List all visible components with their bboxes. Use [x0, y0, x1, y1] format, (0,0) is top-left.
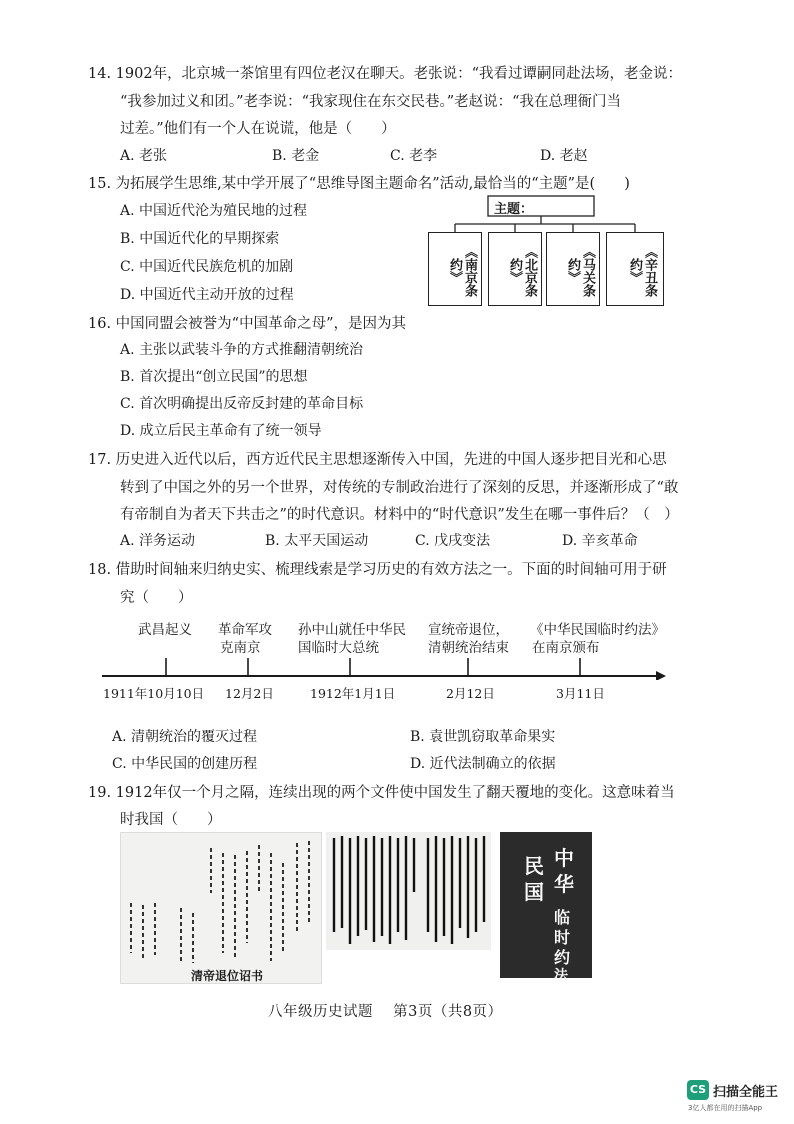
q15-option-d[interactable]: D. 中国近代主动开放的过程	[120, 287, 294, 303]
abdication-edict-photo	[120, 832, 322, 984]
constitution-cover-photo: 中 华 民 国 临 时 约 法	[500, 832, 592, 978]
scroll-beijing-treaty: 《北京条约》	[488, 232, 542, 306]
q18-option-c[interactable]: C. 中华民国的创建历程	[112, 756, 258, 772]
q15-option-b[interactable]: B. 中国近代化的早期探索	[120, 231, 280, 247]
q17-option-d[interactable]: D. 辛亥革命	[562, 533, 638, 549]
camscanner-name: 扫描全能王	[713, 1085, 779, 1100]
event-3-label: 孙中山就任中华民	[298, 622, 406, 638]
q15-line1: 15. 为拓展学生思维,某中学开展了“思维导图主题命名”活动,最恰当的“主题”是( )	[88, 176, 630, 192]
q14-line2: “我参加过义和团。”老李说：“我家现住在东交民巷。”老赵说：“我在总理衙门当	[120, 94, 622, 110]
event-1-label: 武昌起义	[138, 622, 192, 638]
page-footer: 八年级历史试题 第3页（共8页）	[268, 1004, 503, 1020]
camscanner-logo-icon: CS	[687, 1080, 709, 1100]
event-2-label-cont: 克南京	[220, 640, 261, 656]
event-2-label: 革命军攻	[218, 622, 272, 638]
q16-option-b[interactable]: B. 首次提出“创立民国”的思想	[120, 369, 308, 385]
q18-line1: 18. 借助时间轴来归纳史实、梳理线索是学习历史的有效方法之一。下面的时间轴可用于研	[88, 562, 667, 578]
q17-line3: 有帝制自为者天下共击之”的时代意识。材料中的“时代意识”发生在哪一事件后？（ ）	[120, 507, 679, 523]
q15-option-c[interactable]: C. 中国近代民族危机的加剧	[120, 259, 294, 275]
q14-option-a[interactable]: A. 老张	[120, 148, 168, 164]
q14-option-c[interactable]: C. 老李	[390, 148, 438, 164]
abdication-edict-caption: 清帝退位诏书	[191, 969, 264, 983]
q18-line2: 究（ ）	[120, 590, 193, 606]
q17-option-b[interactable]: B. 太平天国运动	[265, 533, 369, 549]
event-5-date: 3月11日	[556, 686, 605, 701]
camscanner-tagline: 3亿人都在用的扫描App	[688, 1104, 763, 1112]
q18-option-a[interactable]: A. 清朝统治的覆灭过程	[112, 729, 258, 745]
q16-option-c[interactable]: C. 首次明确提出反帝反封建的革命目标	[120, 396, 364, 412]
q16-option-d[interactable]: D. 成立后民主革命有了统一领导	[120, 423, 322, 439]
q18-option-d[interactable]: D. 近代法制确立的依据	[410, 756, 556, 772]
event-3-label-cont: 国临时大总统	[298, 640, 379, 656]
q18-option-b[interactable]: B. 袁世凯窃取革命果实	[410, 729, 556, 745]
scroll-nanjing-treaty: 《南京条约》	[428, 232, 482, 306]
event-5-label: 《中华民国临时约法》	[530, 622, 665, 638]
q19-line2: 时我国（ ）	[120, 812, 222, 828]
q17-line1: 17. 历史进入近代以后，西方近代民主思想逐渐传入中国，先进的中国人逐步把目光和心思	[88, 452, 667, 468]
constitution-text-columns	[326, 832, 491, 950]
q14-option-d[interactable]: D. 老赵	[540, 148, 588, 164]
event-4-label-cont: 清朝统治结束	[428, 640, 509, 656]
event-3-date: 1912年1月1日	[310, 686, 396, 701]
scroll-xinchou-treaty: 《辛丑条约》	[606, 232, 664, 306]
q16-line1: 16. 中国同盟会被誉为“中国革命之母”，是因为其	[88, 316, 406, 332]
q17-option-a[interactable]: A. 洋务运动	[120, 533, 196, 549]
mindmap-topic-label: 主题：	[494, 202, 534, 217]
event-1-date: 1911年10月10日	[103, 686, 205, 701]
q14-line3: 过差。”他们有一个人在说谎，他是（ ）	[120, 121, 396, 137]
event-4-date: 2月12日	[446, 686, 495, 701]
q14-option-b[interactable]: B. 老金	[272, 148, 320, 164]
scroll-maguan-treaty: 《马关条约》	[546, 232, 600, 306]
event-2-date: 12月2日	[225, 686, 274, 701]
constitution-pages-photo	[326, 832, 491, 950]
q15-option-a[interactable]: A. 中国近代沦为殖民地的过程	[120, 203, 308, 219]
q17-option-c[interactable]: C. 戊戌变法	[415, 533, 491, 549]
q14-line1: 14. 1902年，北京城一茶馆里有四位老汉在聊天。老张说：“我看过谭嗣同赴法场，老金说：	[88, 66, 682, 82]
q16-option-a[interactable]: A. 主张以武装斗争的方式推翻清朝统治	[120, 342, 364, 358]
event-4-label: 宣统帝退位，	[428, 622, 509, 638]
edict-script-columns	[121, 833, 321, 983]
event-5-label-cont: 在南京颁布	[532, 640, 600, 656]
q19-line1: 19. 1912年仅一个月之隔，连续出现的两个文件使中国发生了翻天覆地的变化。这意味着当	[88, 785, 675, 801]
q17-line2: 转到了中国之外的另一个世界，对传统的专制政治进行了深刻的反思，并逐渐形成了“敢	[120, 480, 679, 496]
